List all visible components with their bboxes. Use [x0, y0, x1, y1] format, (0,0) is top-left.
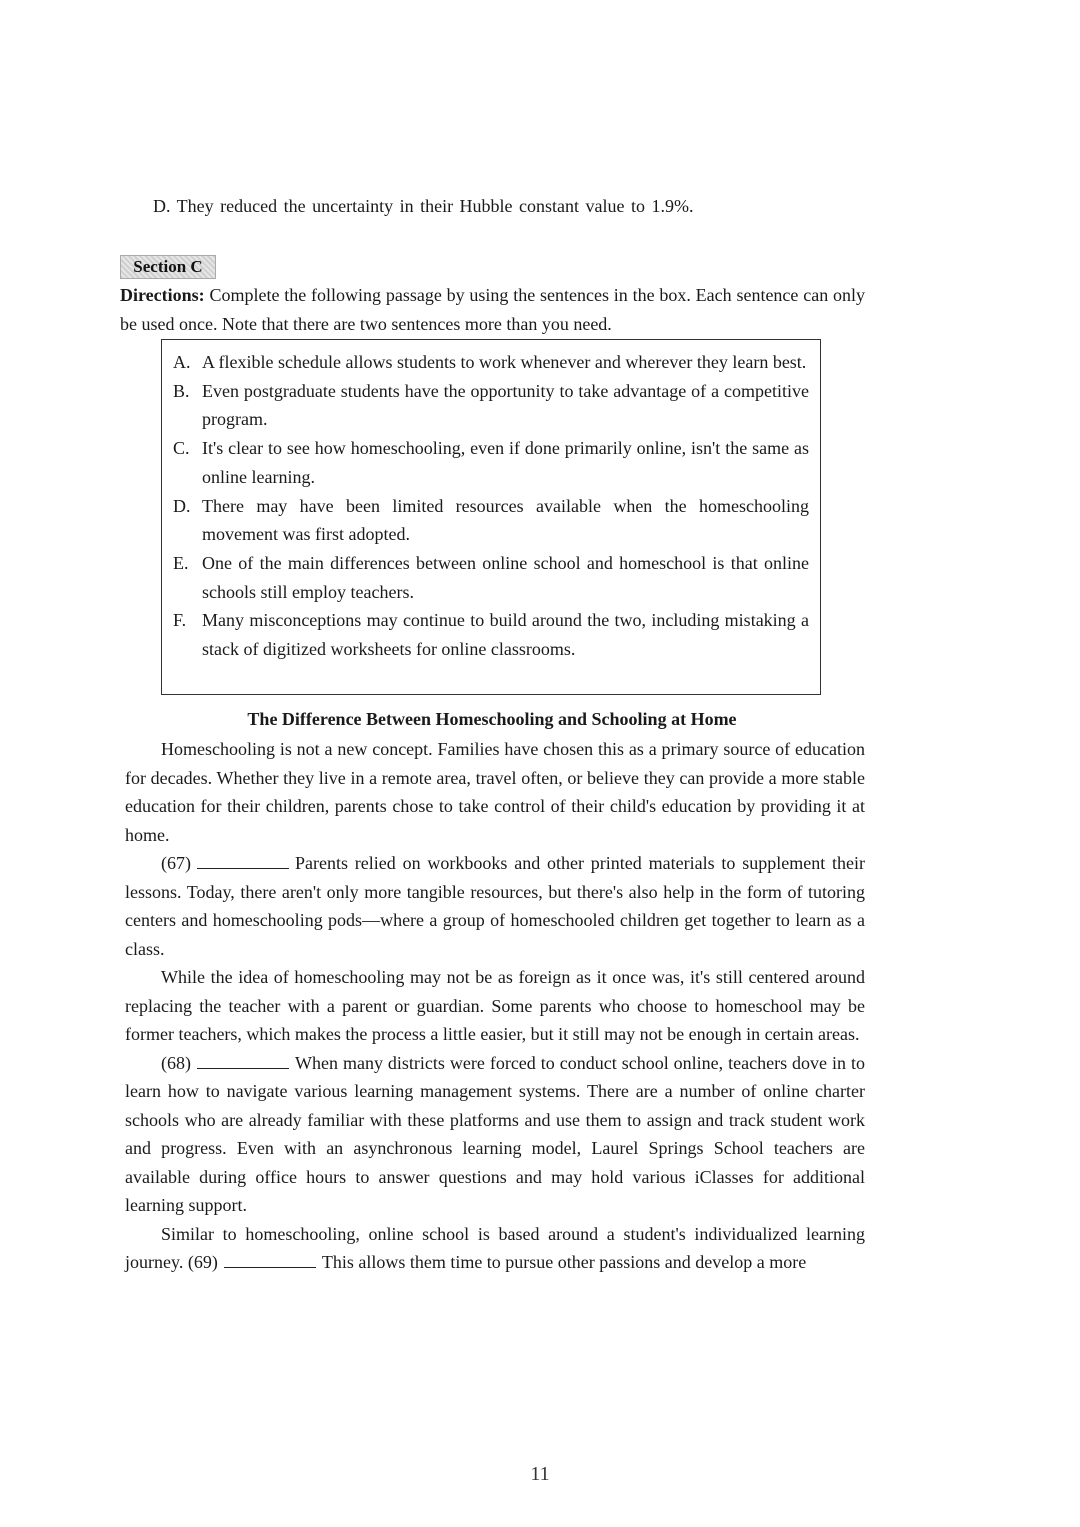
passage-title: The Difference Between Homeschooling and Schooling at Home [247, 709, 737, 729]
paragraph-3: While the idea of homeschooling may not be as foreign as it once was, it's still centered around replacing the teacher with a parent or guardian. Some parents who choose to homeschool may be former teachers, which makes the process a little easier, but it still may not be enough in certain areas. [125, 967, 865, 1044]
option-letter: F. [173, 610, 187, 631]
option-c [173, 434, 809, 491]
option-letter: D. [173, 495, 191, 516]
previous-question-option-d: D. They reduced the uncertainty in their Hubble constant value to 1.9%. [153, 196, 694, 216]
page-number: 11 [530, 1463, 550, 1485]
option-text: Many misconceptions may continue to build around the two, including mistaking a stack of digitized worksheets for online classrooms. [202, 610, 809, 660]
paragraph-5 [125, 1220, 865, 1277]
blank-number-68: (68) [161, 1052, 191, 1073]
paragraph-2-text: Parents relied on workbooks and other printed materials to supplement their lessons. Today, there aren't only more tangible resources, but there's also help in the form of tutoring centers and homeschooling pods—where a group of homeschooled children get together to learn as a class. [125, 853, 865, 959]
option-text: There may have been limited resources available when the homeschooling movement was first adopted. [202, 495, 809, 545]
section-c-label: Section C [120, 255, 216, 279]
option-d [173, 492, 809, 549]
option-text: Even postgraduate students have the opportunity to take advantage of a competitive program. [202, 380, 809, 430]
option-a [173, 348, 809, 377]
paragraph-4-text: When many districts were forced to conduct school online, teachers dove in to learn how to navigate various learning management systems. There are a number of online charter schools who are already familiar with these platforms and use them to assign and track student work and progress. Even with an asynchronous learning model, Laurel Springs School teachers are available during office hours to answer questions and may hold various iClasses for additional learning support. [125, 1052, 865, 1215]
option-letter: E. [173, 552, 189, 573]
option-f [173, 606, 809, 663]
option-letter: C. [173, 438, 190, 459]
paragraph-4 [125, 1049, 865, 1220]
passage-body [125, 735, 865, 1277]
paragraph-1: Homeschooling is not a new concept. Families have chosen this as a primary source of education for decades. Whether they live in a remote area, travel often, or believe they can provide a more stable education for their children, parents chose to take control of their child's education by providing it at home. [125, 739, 865, 845]
blank-number-69: (69) [187, 1252, 218, 1272]
option-text: One of the main differences between online school and homeschool is that online schools still employ teachers. [202, 552, 809, 602]
option-letter: B. [173, 380, 190, 401]
directions [120, 281, 865, 339]
paragraph-5-end: This allows them time to pursue other passions and develop a more [321, 1252, 807, 1272]
answer-blank-68[interactable] [197, 1054, 289, 1069]
option-text: It's clear to see how homeschooling, even if done primarily online, isn't the same as online learning. [202, 438, 809, 487]
sentence-options-box [161, 339, 821, 695]
answer-blank-67[interactable] [197, 854, 289, 869]
answer-blank-69[interactable] [224, 1253, 316, 1268]
paragraph-2 [125, 849, 865, 963]
directions-text: Complete the following passage by using the sentences in the box. Each sentence can only be used once. Note that there are two sentences more than you need. [120, 285, 865, 334]
option-e [173, 549, 809, 606]
directions-label: Directions: [120, 285, 205, 305]
option-text: A flexible schedule allows students to work whenever and wherever they learn best. [202, 352, 807, 372]
blank-number-67: (67) [161, 853, 191, 873]
option-letter: A. [173, 352, 191, 372]
option-b [173, 377, 809, 434]
paragraph-5-start: Similar to homeschooling, online school is based around a student's individualized learning journey. [125, 1223, 865, 1272]
